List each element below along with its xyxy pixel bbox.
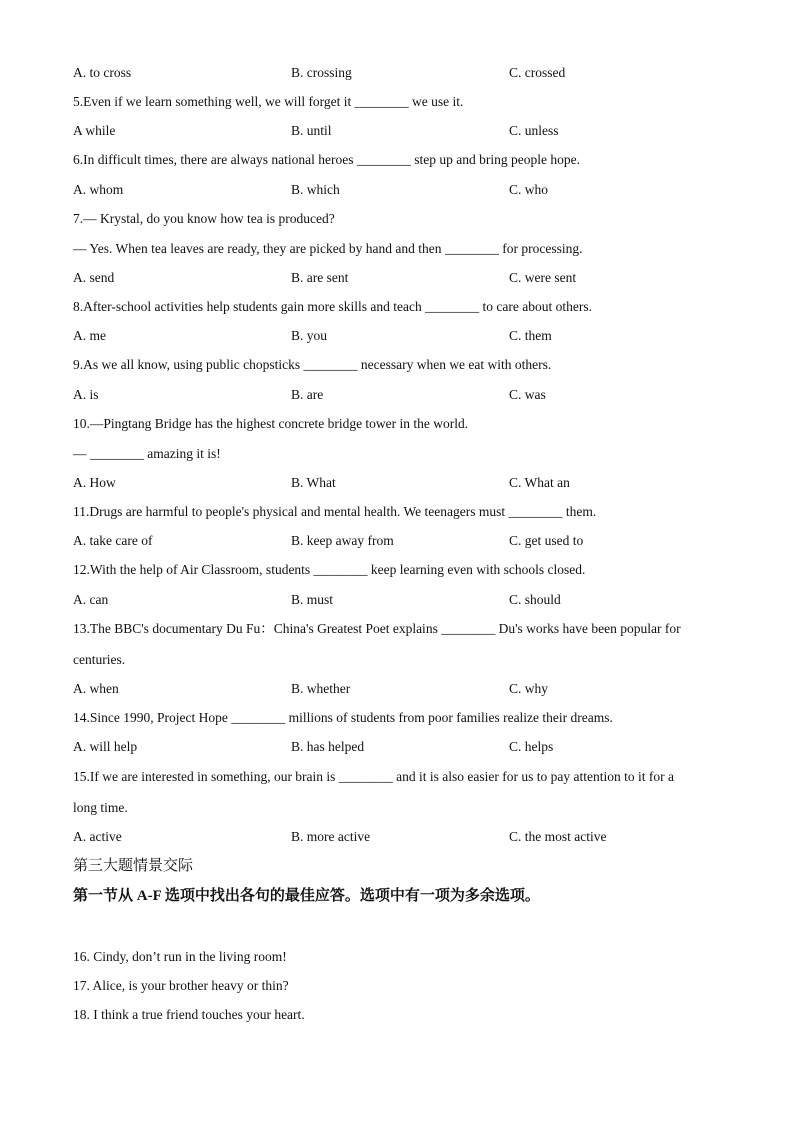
q11-option-a: A. take care of — [73, 533, 153, 548]
q6-option-c: C. who — [509, 182, 549, 197]
q7-option-c: C. were sent — [509, 270, 577, 285]
q6-stem: 6.In difficult times, there are always national heroes ________ step up and bring people hope. — [73, 152, 580, 167]
q8-option-b: B. you — [291, 328, 328, 343]
q12-options — [73, 591, 733, 609]
q9-stem: 9.As we all know, using public chopsticks ________ necessary when we eat with others. — [73, 357, 552, 372]
q7-stem-line1: 7.— Krystal, do you know how tea is produced? — [73, 211, 335, 226]
q13-stem-line2: centuries. — [73, 652, 126, 667]
q6-option-a: A. whom — [73, 182, 124, 197]
q4-options — [73, 64, 733, 82]
q5-option-a: A while — [73, 123, 116, 138]
q5-option-b: B. until — [291, 123, 332, 138]
q10-option-a: A. How — [73, 475, 116, 490]
q7-option-a: A. send — [73, 270, 115, 285]
section-3-subtitle: 第一节从 A-F 选项中找出各句的最佳应答。选项中有一项为多余选项。 — [73, 888, 540, 904]
q18-line: 18. I think a true friend touches your heart. — [73, 1007, 305, 1022]
q12-stem: 12.With the help of Air Classroom, students ________ keep learning even with schools closed. — [73, 562, 586, 577]
q9-options — [73, 386, 733, 404]
q14-option-b: B. has helped — [291, 739, 365, 754]
q10-option-b: B. What — [291, 475, 336, 490]
q13-option-a: A. when — [73, 681, 119, 696]
q4-option-a: A. to cross — [73, 65, 132, 80]
q17-line: 17. Alice, is your brother heavy or thin? — [73, 978, 289, 993]
q7-options — [73, 269, 733, 287]
q5-option-c: C. unless — [509, 123, 559, 138]
q7-stem-line2: — Yes. When tea leaves are ready, they are picked by hand and then ________ for processing. — [73, 241, 583, 256]
q11-option-b: B. keep away from — [291, 533, 394, 548]
q15-options — [73, 828, 733, 846]
q14-option-c: C. helps — [509, 739, 554, 754]
q9-option-b: B. are — [291, 387, 324, 402]
q6-option-b: B. which — [291, 182, 340, 197]
q13-stem-line1: 13.The BBC's documentary Du Fu：China's Greatest Poet explains ________ Du's works have been popular for — [73, 621, 681, 636]
q10-stem-line2: — ________ amazing it is! — [73, 446, 221, 461]
q14-options — [73, 738, 733, 756]
q14-option-a: A. will help — [73, 739, 138, 754]
q8-option-a: A. me — [73, 328, 106, 343]
q10-stem-line1: 10.—Pingtang Bridge has the highest concrete bridge tower in the world. — [73, 416, 469, 431]
q9-option-c: C. was — [509, 387, 546, 402]
q15-option-b: B. more active — [291, 829, 371, 844]
q7-option-b: B. are sent — [291, 270, 349, 285]
section-3-title: 第三大题情景交际 — [73, 858, 194, 874]
q11-option-c: C. get used to — [509, 533, 584, 548]
q12-option-c: C. should — [509, 592, 561, 607]
q15-option-c: C. the most active — [509, 829, 607, 844]
q5-options — [73, 122, 733, 140]
q10-option-c: C. What an — [509, 475, 570, 490]
q8-option-c: C. them — [509, 328, 552, 343]
q11-stem: 11.Drugs are harmful to people's physical and mental health. We teenagers must ________ them. — [73, 504, 597, 519]
q13-options — [73, 680, 733, 698]
q13-option-b: B. whether — [291, 681, 351, 696]
q15-stem-line2: long time. — [73, 800, 128, 815]
q15-stem-line1: 15.If we are interested in something, our brain is ________ and it is also easier for us to pay attention to it for a — [73, 769, 674, 784]
q6-options — [73, 181, 733, 199]
q14-stem: 14.Since 1990, Project Hope ________ millions of students from poor families realize their dreams. — [73, 710, 613, 725]
q8-options — [73, 327, 733, 345]
q13-option-c: C. why — [509, 681, 549, 696]
q4-option-b: B. crossing — [291, 65, 352, 80]
q16-line: 16. Cindy, don’t run in the living room! — [73, 949, 287, 964]
q5-stem: 5.Even if we learn something well, we will forget it ________ we use it. — [73, 94, 464, 109]
q11-options — [73, 532, 733, 550]
q12-option-a: A. can — [73, 592, 109, 607]
q12-option-b: B. must — [291, 592, 334, 607]
q10-options — [73, 474, 733, 492]
q8-stem: 8.After-school activities help students gain more skills and teach ________ to care about others. — [73, 299, 592, 314]
q4-option-c: C. crossed — [509, 65, 566, 80]
q9-option-a: A. is — [73, 387, 99, 402]
q15-option-a: A. active — [73, 829, 122, 844]
